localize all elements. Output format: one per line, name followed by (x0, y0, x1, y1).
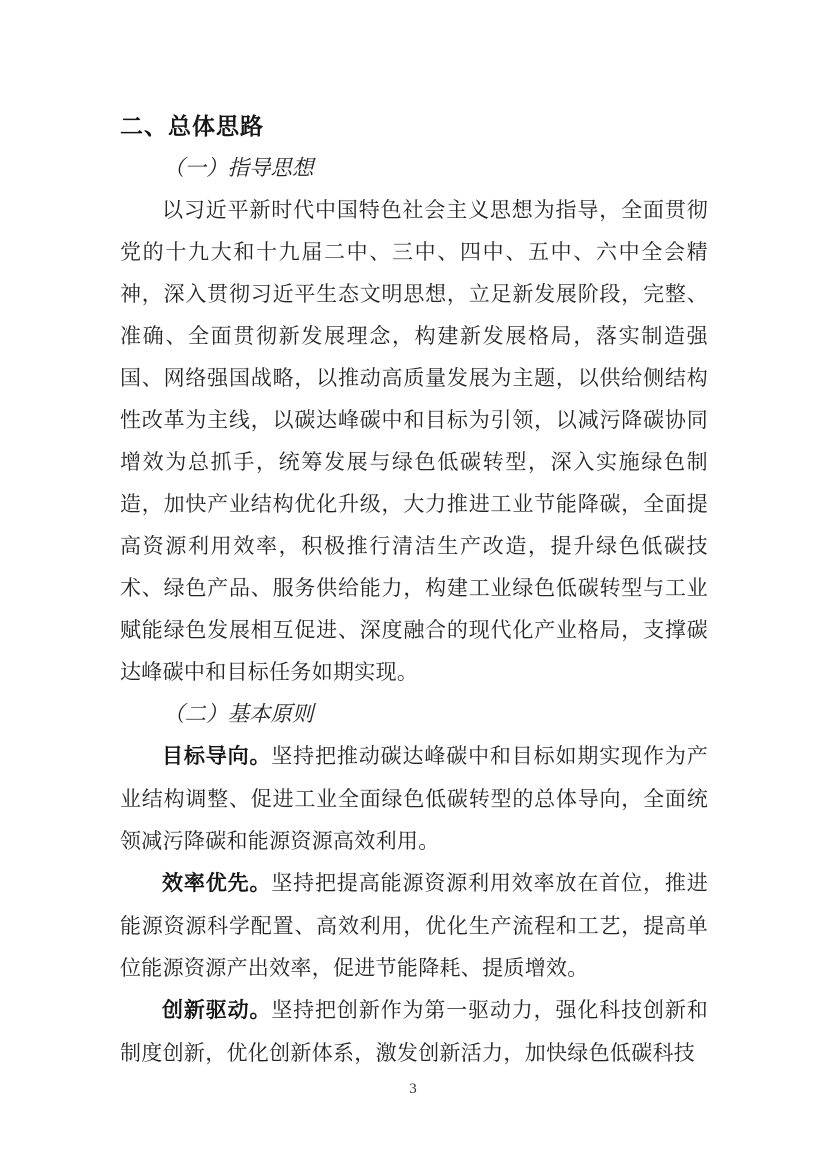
section-heading: 二、总体思路 (120, 113, 264, 139)
paragraph-text: 坚持把创新作为第一驱动力，强化科技创新和制度创新，优化创新体系，激发创新活力，加快绿色低碳科技 (120, 998, 708, 1065)
paragraph-lead: 创新驱动。 (162, 999, 272, 1022)
paragraph-principle-efficiency-first (120, 862, 708, 989)
paragraph-lead: 目标导向。 (162, 745, 272, 768)
paragraph-text: 以习近平新时代中国特色社会主义思想为指导，全面贯彻党的十九大和十九届二中、三中、四中、五中、六中全会精神，深入贯彻习近平生态文明思想，立足新发展阶段，完整、准确、全面贯彻新发展理念，构建新发展格局，落实制造强国、网络强国战略，以推动高质量发展为主题，以供给侧结构性改革为主线，以碳达峰碳中和目标为引领，以减污降碳协同增效为总抓手，统筹发展与绿色低碳转型，深入实施绿色制造，加快产业结构优化升级，大力推进工业节能降碳，全面提高资源利用效率，积极推行清洁生产改造，提升绿色低碳技术、绿色产品、服务供给能力，构建工业绿色低碳转型与工业赋能绿色发展相互促进、深度融合的现代化产业格局，支撑碳达峰碳中和目标任务如期实现。 (120, 198, 708, 684)
paragraph-principle-innovation-driven (120, 989, 708, 1074)
paragraph-guiding-ideology (120, 189, 708, 693)
document-content (120, 105, 708, 1074)
page-number: 3 (409, 1081, 417, 1097)
paragraph-principle-goal-orientation (120, 735, 708, 862)
subsection-heading-guiding-ideology: （一）指导思想 (163, 156, 314, 180)
subsection-heading-basic-principles: （二）基本原则 (163, 702, 314, 726)
paragraph-lead: 效率优先。 (162, 872, 272, 895)
paragraph-text: 坚持把提高能源资源利用效率放在首位，推进能源资源科学配置、高效利用，优化生产流程和工艺，提高单位能源资源产出效率，促进节能降耗、提质增效。 (120, 871, 708, 980)
paragraph-text: 坚持把推动碳达峰碳中和目标如期实现作为产业结构调整、促进工业全面绿色低碳转型的总体导向，全面统领减污降碳和能源资源高效利用。 (120, 744, 708, 853)
